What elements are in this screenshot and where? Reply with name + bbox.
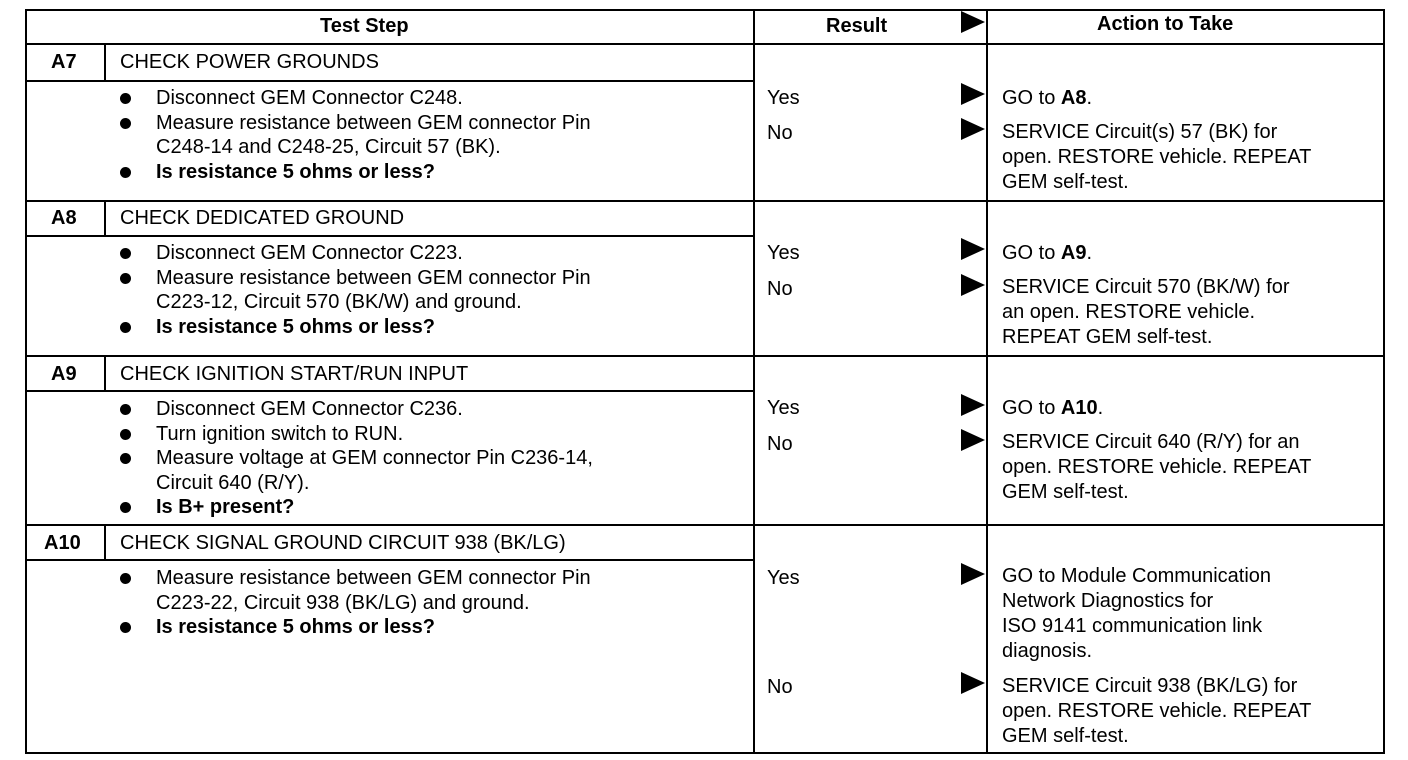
rule-bottom (25, 752, 1385, 754)
rule-col-result (753, 9, 755, 754)
bullet-item: Turn ignition switch to RUN. (118, 422, 593, 447)
rule-a10-title (25, 559, 755, 561)
bullet-item: Disconnect GEM Connector C248. (118, 86, 591, 111)
action-line: open. RESTORE vehicle. REPEAT (1002, 700, 1312, 722)
action-line: SERVICE Circuit(s) 57 (BK) for (1002, 121, 1278, 143)
action-prefix: GO to (1002, 87, 1061, 109)
arrow-right-icon (961, 672, 985, 694)
step-id: A9 (51, 363, 77, 385)
bullet-continuation: C223-22, Circuit 938 (BK/LG) and ground. (156, 591, 530, 614)
bullet-item: Disconnect GEM Connector C223. (118, 241, 591, 266)
action-line: open. RESTORE vehicle. REPEAT (1002, 146, 1312, 168)
rule-right (1383, 9, 1385, 754)
action-line: Network Diagnostics for (1002, 590, 1214, 612)
action-yes (1002, 86, 1092, 111)
action-yes (1002, 396, 1103, 421)
rule-id-a7 (104, 43, 106, 82)
rule-header (25, 43, 1385, 45)
action-target: A10 (1060, 397, 1098, 419)
action-suffix: . (1097, 397, 1104, 419)
result-no: No (767, 676, 793, 698)
action-line: REPEAT GEM self-test. (1002, 326, 1213, 348)
step-bullets (118, 566, 591, 640)
rule-a7-title (25, 80, 755, 82)
action-suffix: . (1086, 87, 1093, 109)
action-line: open. RESTORE vehicle. REPEAT (1002, 456, 1312, 478)
rule-top (25, 9, 1385, 11)
action-line: GEM self-test. (1002, 171, 1129, 193)
result-yes: Yes (767, 397, 800, 419)
action-no (1002, 120, 1311, 195)
rule-id-a9 (104, 355, 106, 392)
header-test-step: Test Step (320, 15, 409, 37)
rule-col-action (986, 9, 988, 754)
action-no (1002, 430, 1311, 505)
rule-a8-title (25, 235, 755, 237)
rule-a9 (25, 355, 1385, 357)
step-id: A10 (44, 532, 81, 554)
bullet-question: Is resistance 5 ohms or less? (118, 315, 591, 340)
bullet-item: Measure resistance between GEM connector Pin (118, 111, 591, 136)
step-id: A8 (51, 207, 77, 229)
rule-id-a8 (104, 200, 106, 237)
arrow-right-icon (961, 238, 985, 260)
result-no: No (767, 278, 793, 300)
action-prefix: GO to (1002, 242, 1061, 264)
arrow-right-icon (961, 83, 985, 105)
bullet-item: Measure resistance between GEM connector Pin (118, 266, 591, 291)
rule-a10 (25, 524, 1385, 526)
action-no (1002, 674, 1311, 749)
header-arrow-icon (961, 11, 985, 33)
action-suffix: . (1086, 242, 1093, 264)
step-title: CHECK SIGNAL GROUND CIRCUIT 938 (BK/LG) (120, 532, 566, 554)
step-title: CHECK IGNITION START/RUN INPUT (120, 363, 469, 385)
result-yes: Yes (767, 242, 800, 264)
action-line: SERVICE Circuit 938 (BK/LG) for (1002, 675, 1298, 697)
step-bullets (118, 397, 593, 520)
bullet-item: Measure voltage at GEM connector Pin C236-14, (118, 446, 593, 471)
step-title: CHECK DEDICATED GROUND (120, 207, 405, 229)
arrow-right-icon (961, 429, 985, 451)
action-no (1002, 275, 1289, 350)
action-line: diagnosis. (1002, 640, 1093, 662)
action-line: an open. RESTORE vehicle. (1002, 301, 1256, 323)
action-yes (1002, 564, 1271, 664)
action-line: GEM self-test. (1002, 725, 1129, 747)
bullet-question: Is B+ present? (118, 495, 593, 520)
step-bullets (118, 241, 591, 339)
action-target: A9 (1060, 242, 1087, 264)
header-action: Action to Take (1097, 13, 1234, 35)
action-line: ISO 9141 communication link (1002, 615, 1263, 637)
header-result: Result (826, 15, 888, 37)
result-yes: Yes (767, 567, 800, 589)
arrow-right-icon (961, 118, 985, 140)
action-yes (1002, 241, 1092, 266)
rule-a9-title (25, 390, 755, 392)
rule-a8 (25, 200, 1385, 202)
action-line: GEM self-test. (1002, 481, 1129, 503)
rule-left (25, 9, 27, 754)
arrow-right-icon (961, 394, 985, 416)
step-id: A7 (51, 51, 77, 73)
bullet-continuation: C248-14 and C248-25, Circuit 57 (BK). (156, 136, 501, 158)
bullet-question: Is resistance 5 ohms or less? (118, 615, 591, 640)
action-line: SERVICE Circuit 640 (R/Y) for an (1002, 431, 1300, 453)
step-bullets (118, 86, 591, 184)
action-line: SERVICE Circuit 570 (BK/W) for (1002, 276, 1290, 298)
arrow-right-icon (961, 563, 985, 585)
arrow-right-icon (961, 274, 985, 296)
action-line: GO to Module Communication (1002, 565, 1272, 587)
result-yes: Yes (767, 87, 800, 109)
rule-id-a10 (104, 524, 106, 561)
result-no: No (767, 433, 793, 455)
bullet-continuation: Circuit 640 (R/Y). (156, 471, 310, 494)
bullet-continuation: C223-12, Circuit 570 (BK/W) and ground. (156, 291, 522, 313)
action-prefix: GO to (1002, 397, 1061, 419)
action-target: A8 (1060, 87, 1087, 109)
bullet-item: Disconnect GEM Connector C236. (118, 397, 593, 422)
step-title: CHECK POWER GROUNDS (120, 51, 379, 73)
bullet-question: Is resistance 5 ohms or less? (118, 160, 591, 185)
bullet-item: Measure resistance between GEM connector Pin (118, 566, 591, 591)
result-no: No (767, 122, 793, 144)
